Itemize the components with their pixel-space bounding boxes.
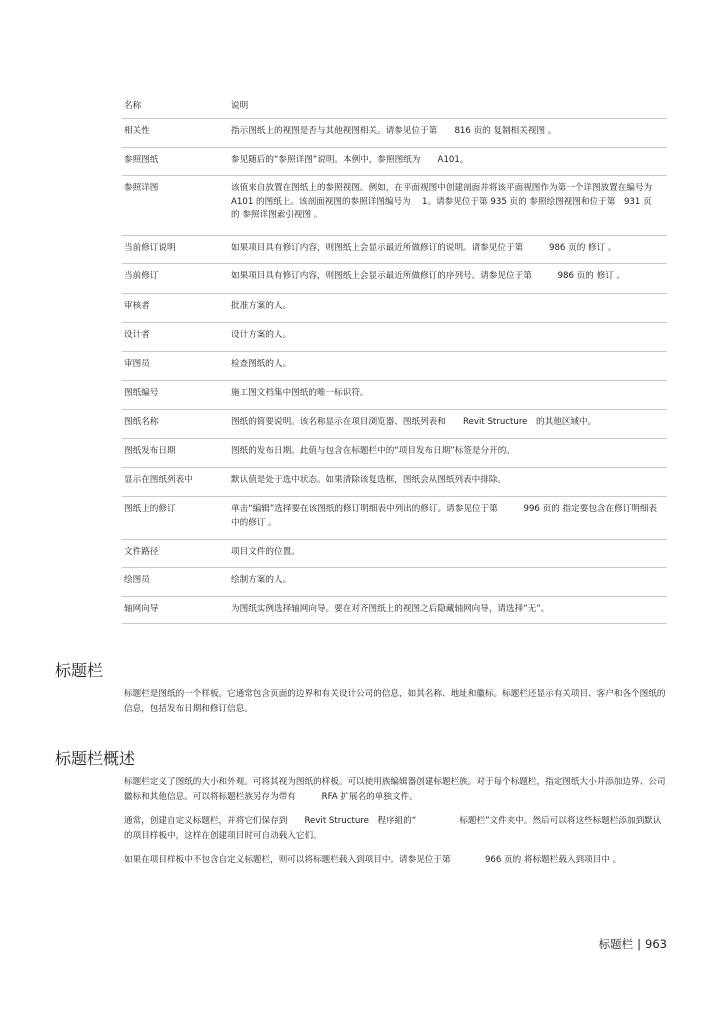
- table-row: [122, 567, 667, 596]
- row-name: 图纸编号: [124, 388, 159, 398]
- row-name: 绘图员: [124, 575, 150, 585]
- row-description: 单击“编辑”选择要在该图纸的修订明细表中列出的修订。请参见位于第 996 页的 指定要包含在修订明细表中的修订 。: [231, 504, 658, 528]
- section-title-title-block: 标题栏: [55, 661, 104, 680]
- table-row: [122, 175, 667, 235]
- table-header-row: [122, 96, 667, 119]
- row-name: 当前修订说明: [124, 243, 176, 253]
- table-row: [122, 119, 667, 147]
- column-header-description: 说明: [231, 101, 249, 111]
- table-row: [122, 293, 667, 322]
- row-name: 图纸名称: [124, 417, 159, 427]
- row-description: 默认值是处于选中状态。如果清除该复选框，图纸会从图纸列表中排除。: [231, 475, 507, 485]
- row-name: 当前修订: [124, 271, 159, 281]
- table-row: [122, 596, 667, 624]
- overview-paragraph-1: 标题栏定义了图纸的大小和外观。可将其视为图纸的样板。可以使用族编辑器创建标题栏族。对于每个标题栏，指定图纸大小并添加边界、公司徽标和其他信息。可以将标题栏族另存为带有 RFA 扩展名的单独文件。: [124, 777, 666, 802]
- row-description: 检查图纸的人。: [231, 359, 292, 369]
- row-name: 相关性: [124, 126, 150, 136]
- row-name: 显示在图纸列表中: [124, 475, 193, 485]
- row-description: 设计方案的人。: [231, 330, 292, 340]
- overview-paragraph-2: 通常，创建自定义标题栏，并将它们保存到 Revit Structure 程序組的“ 标题栏”文件夹中。然后可以将这些标题栏添加到默认的项目样板中，这样在创建项目时可自动载入它们。: [124, 816, 662, 841]
- row-name: 图纸发布日期: [124, 446, 176, 456]
- row-description: 如果项目具有修订内容，则图纸上会显示最近所做修订的序列号。请参见位于第 986 页的 修订 。: [231, 271, 626, 281]
- table-row: [122, 322, 667, 351]
- row-name: 设计者: [124, 330, 150, 340]
- page-number: 963: [645, 937, 667, 951]
- footer-section-name: 标题栏: [598, 937, 634, 951]
- properties-table: [122, 96, 667, 624]
- row-description: 绘制方案的人。: [231, 575, 292, 585]
- row-description: 如果项目具有修订内容，则图纸上会显示最近所做修订的说明。请参见位于第 986 页的 修订 。: [231, 243, 617, 253]
- row-name: 参照图纸: [124, 155, 159, 165]
- table-row: [122, 496, 667, 539]
- row-description: 批准方案的人。: [231, 301, 292, 311]
- table-row: [122, 235, 667, 263]
- overview-paragraph-3: 如果在项目样板中不包含自定义标题栏，则可以将标题栏载入到项目中。请参见位于第 966 页的 将标题栏载入到项目中 。: [124, 855, 622, 865]
- table-row: [122, 147, 667, 175]
- column-header-name: 名称: [124, 101, 142, 111]
- table-row: [122, 351, 667, 380]
- table-row: [122, 438, 667, 467]
- row-description: 项目文件的位置。: [231, 547, 300, 557]
- row-name: 文件路径: [124, 547, 159, 557]
- row-description: 指示图纸上的视图是否与其他视图相关。请参见位于第 816 页的 复制相关视图 。: [231, 126, 557, 136]
- table-row: [122, 539, 667, 567]
- section-paragraph: 标题栏是图纸的一个样板。它通常包含页面的边界和有关设计公司的信息，如其名称、地址和徽标。标题栏还显示有关项目、客户和各个图纸的信息，包括发布日期和修订信息。: [124, 689, 666, 714]
- table-row: [122, 409, 667, 438]
- row-description: 施工图文档集中图纸的唯一标识符。: [231, 388, 369, 398]
- row-description: 为图纸实例选择轴网向导。要在对齐图纸上的视图之后隐藏轴网向导，请选择“无”。: [231, 604, 550, 614]
- row-name: 轴网向导: [124, 604, 159, 614]
- table-row: [122, 263, 667, 293]
- table-row: [122, 380, 667, 409]
- row-name: 图纸上的修订: [124, 504, 176, 514]
- row-description: 该值来自放置在图纸上的参照视图。例如，在平面视图中创建剖面并将该平面视图作为第一个详图放置在编号为 A101 的图纸上。该剖面视图的参照详图编号为 1。请参见位于第 935 页的 参照绘图视图和位于第 931 页的 参照详图索引视图 。: [231, 183, 661, 220]
- row-name: 参照详图: [124, 183, 159, 193]
- footer-separator: |: [637, 937, 642, 951]
- section-title-title-block-overview: 标题栏概述: [55, 749, 136, 768]
- table-row: [122, 467, 667, 496]
- page-footer: [599, 936, 667, 952]
- row-name: 审核者: [124, 301, 150, 311]
- row-description: 图纸的简要说明。该名称显示在项目浏览器、图纸列表和 Revit Structure 的其他区域中。: [231, 417, 597, 427]
- row-name: 审图员: [124, 359, 150, 369]
- row-description: 参见随后的“参照详图”说明。本例中，参照图纸为 A101。: [231, 155, 469, 165]
- row-description: 图纸的发布日期。此值与包含在标题栏中的“项目发布日期”标签是分开的。: [231, 446, 515, 456]
